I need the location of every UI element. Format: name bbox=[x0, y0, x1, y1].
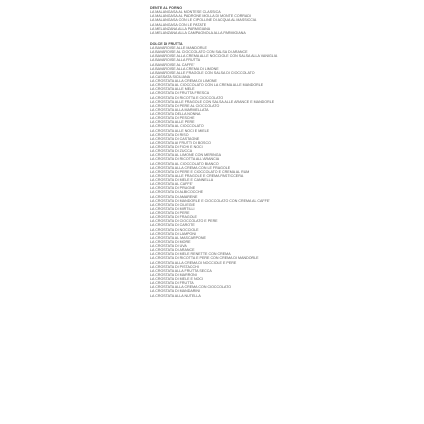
menu-line: LA CROSTATA DI MANDORLE E CIOCCOLATO CON CREMA AL CAFFE' bbox=[150, 198, 270, 203]
menu-line: LA CROSTATA DI MELE E CANNELLA bbox=[150, 178, 214, 182]
section-heading: DOLCE DI FRUTTA bbox=[150, 41, 183, 46]
menu-line: LA MALANGASA CON LE CIPOLLINE DI ACQUA AL MASSICCIA bbox=[150, 18, 257, 23]
menu-line: LA CROSTATA DI FRUTTA FRESCA bbox=[150, 91, 210, 96]
menu-line: LA CROSTATA DI ARANCE bbox=[150, 248, 195, 253]
section-lines bbox=[150, 46, 424, 298]
menu-line: LA CROSTATA DI MANDARINI bbox=[150, 289, 200, 294]
menu-line: LA CROSTATA DI PERE bbox=[150, 211, 190, 215]
menu-line: LA BAVAROISE ALLE FRAGOLE CON SALSA DI CIOCCOLATO bbox=[150, 70, 255, 75]
menu-line: LA CROSTATA DI FRUTTA bbox=[150, 281, 194, 286]
menu-line: LA CROSTATA DI NOCCIOLE bbox=[150, 227, 199, 232]
menu-line: LA CASSATA SICILIANA bbox=[150, 74, 191, 79]
menu-line: LA CROSTATA ALLE FRAGOLE E CREMA PASTICCERA bbox=[150, 173, 244, 178]
menu-line: LA MALANGASA AL MONTESE CLASSICA bbox=[150, 10, 221, 15]
menu-line: LA CROSTATA ALLE PERE bbox=[150, 120, 195, 125]
menu-line: LA BAVAROISE ALLA CREMA ALLE NOCCIOLE CON SALSA ALLA VANIGLIA bbox=[150, 54, 278, 59]
menu-line: LA CROSTATA AL CIOCCOLATO bbox=[150, 124, 204, 129]
menu-line: LA MALANGASA AL PADRONE MOLLA DI MONTE CORRADI bbox=[150, 14, 251, 19]
menu-line: LA CROSTATA DI MIRTILLI bbox=[150, 206, 195, 211]
menu-line: LA CROSTATA DI PRUGNE bbox=[150, 186, 196, 191]
menu-line: LA CROSTATA ALLA MARMELLATA bbox=[150, 107, 209, 112]
menu-line: LA CROSTATA DI RICOTTA E PERE CON CREMA DI MANDORLE bbox=[150, 256, 259, 261]
menu-line: LA CROSTATA DI AMARENE bbox=[150, 194, 198, 199]
menu-line: LA CROSTATA DI CIOCCOLATO E PERE bbox=[150, 219, 218, 224]
menu-line: LA CROSTATA AI FRUTTI DI BOSCO bbox=[150, 140, 211, 145]
menu-line: LA CROSTATA ALLE FRAGOLE CON SALSA ALLE ARANCE E MANDORLE bbox=[150, 99, 275, 104]
menu-line: LA CROSTATA AL CIOCCOLATO BIANCO bbox=[150, 161, 219, 166]
menu-line: LA BAVAROISE ALLE MANDORLE bbox=[150, 46, 207, 50]
menu-line: LA CROSTATA ALLE MELE bbox=[150, 87, 195, 92]
menu-line: LA CROSTATA AL LIMONE CON MERINGA bbox=[150, 153, 222, 158]
menu-line: LA CROSTATA ALLA NUTELLA bbox=[150, 293, 201, 298]
menu-line: LA CROSTATA DI FICHI E NOCI bbox=[150, 145, 203, 149]
menu-line: LA CROSTATA AL CAFFE' bbox=[150, 182, 193, 187]
menu-line: LA CROSTATA DI FRAGOLE bbox=[150, 215, 197, 220]
menu-line: LA MELANZANA ALLA CAMPAGNOLA ALLA PARMIGIANA bbox=[150, 30, 246, 35]
menu-line: LA CROSTATA ALLA CREMA DI NOCCIOLE E PERE bbox=[150, 260, 237, 265]
menu-line: LA CROSTATA DI PERE E CIOCCOLATO E CREMA AL RUM bbox=[150, 169, 250, 174]
menu-line: LA BAVAROISE ALLA FRUTTA bbox=[150, 58, 201, 63]
menu-line: LA CROSTATA DI CILIEGIE bbox=[150, 202, 195, 207]
menu-line: LA CROSTATA DI RICOTTA ALL'ARANCIA bbox=[150, 157, 220, 162]
menu-line: LA BAVAROISE AL CIOCCOLATO CON SALSA DI ARANCE bbox=[150, 50, 248, 55]
menu-line: LA CROSTATA DI UVA bbox=[150, 244, 187, 248]
section-heading: DENTE AL FORNO bbox=[150, 6, 183, 10]
menu-line: LA MELANZANA ALLA PARMIGIANA bbox=[150, 26, 211, 31]
menu-line: LA MALANGASA CON LE PATATE bbox=[150, 22, 207, 27]
menu-line: LA CROSTATA ALLA CREMA CON LE FRAGOLE bbox=[150, 165, 231, 170]
menu-line: LA CROSTATA ALLA CREMA CON CIOCCOLATO bbox=[150, 285, 232, 290]
menu-line: LA CROSTATA DI MARRONI bbox=[150, 272, 197, 277]
menu-line: LA CROSTATA DI ALBICOCCHE bbox=[150, 190, 204, 195]
menu-line: LA BAVAROISE ALLA CREMA DI LIMONE bbox=[150, 66, 219, 71]
menu-line: LA CROSTATA ALLE NOCI E MIELE bbox=[150, 128, 210, 133]
menu-line: LA CROSTATA DI PISTACCHI bbox=[150, 264, 199, 269]
menu-line: LA CROSTATA DI LAMPONI bbox=[150, 231, 196, 236]
menu-line: LA CROSTATA DI CASTAGNE bbox=[150, 136, 200, 141]
menu-line: LA CROSTATA DI RISO bbox=[150, 132, 189, 137]
menu-line: LA CROSTATA DI RICOTTA E CIOCCOLATO bbox=[150, 95, 224, 100]
menu-line: LA CROSTATA AL MASCARPONE bbox=[150, 235, 206, 240]
menu-line: LA CROSTATA ALLA CREMA DI LIMONE bbox=[150, 79, 217, 83]
menu-line: LA CROSTATA DI MELE E NOCI bbox=[150, 277, 204, 281]
menu-line: LA CROSTATA AL CIOCCOLATO CON LA CREMA ALLE MANDORLE bbox=[150, 83, 264, 88]
menu-line: LA CROSTATA DELLA NONNA bbox=[150, 112, 201, 116]
menu-line: LA CROSTATA DI PESCHE bbox=[150, 116, 195, 121]
menu-section-second bbox=[150, 35, 424, 298]
menu-line: LA CROSTATA ALLA FRUTTA SECCA bbox=[150, 268, 212, 273]
menu-section-first bbox=[150, 0, 424, 35]
menu-line: LA CROSTATA DI MORE bbox=[150, 239, 191, 244]
section-lines bbox=[150, 10, 424, 35]
menu-line: LA CROSTATA DI ZUCCA bbox=[150, 149, 193, 154]
menu-line: LA BAVAROISE AL CAFFE' bbox=[150, 62, 195, 67]
menu-line: LA CROSTATA DI CAROTE bbox=[150, 223, 195, 228]
menu-line: LA CROSTATA DI MELE RENETTE CON CREMA bbox=[150, 252, 231, 257]
menu-line: LA CROSTATA DI PERE AL CIOCCOLATO bbox=[150, 103, 220, 108]
